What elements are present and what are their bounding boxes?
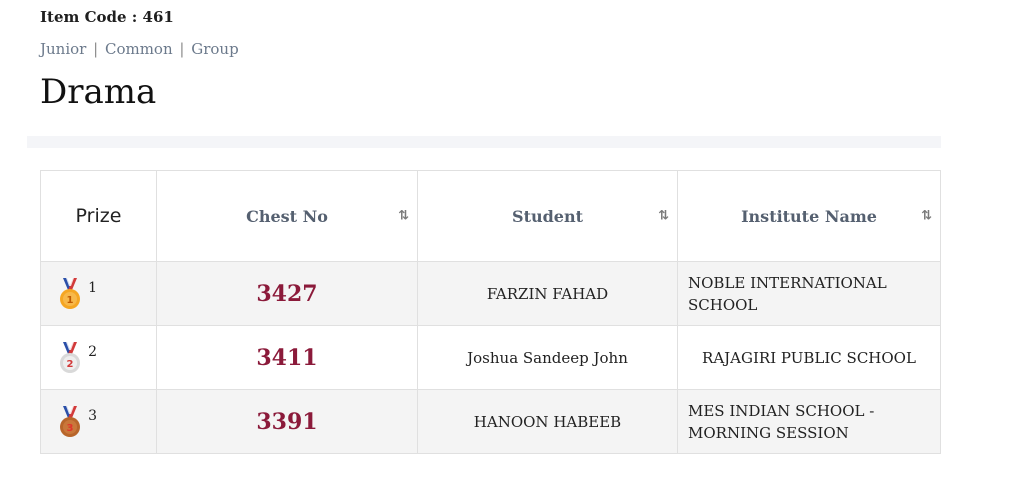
sort-icon[interactable]: ⇅ [658, 208, 667, 224]
breadcrumb [40, 40, 239, 58]
crumb-common[interactable]: Common [104, 40, 173, 58]
column-header-institute[interactable] [678, 171, 941, 262]
table-header-row [41, 171, 941, 262]
sort-icon[interactable]: ⇅ [921, 208, 930, 224]
chest-no-cell: 3411 [157, 326, 418, 390]
sort-icon[interactable]: ⇅ [398, 208, 407, 224]
crumb-group[interactable]: Group [191, 40, 239, 58]
results-table [40, 170, 941, 454]
column-header-label: Student [512, 206, 583, 226]
institute-cell: MES INDIAN SCHOOL - MORNING SESSION [678, 390, 941, 454]
gold-medal-icon [59, 278, 81, 310]
crumb-junior[interactable]: Junior [40, 40, 87, 58]
svg-text:2: 2 [66, 358, 74, 370]
chest-no-cell: 3427 [157, 262, 418, 326]
column-header-student[interactable] [418, 171, 678, 262]
column-header-label: Institute Name [741, 206, 877, 226]
table-row [41, 326, 941, 390]
rank-label: 2 [88, 343, 98, 360]
rank-label: 3 [88, 407, 98, 424]
rank-label: 1 [88, 279, 98, 296]
column-header-label: Chest No [246, 206, 328, 226]
prize-cell [41, 326, 157, 390]
prize-cell [41, 262, 157, 326]
item-code: Item Code : 461 [40, 8, 174, 26]
student-cell: Joshua Sandeep John [418, 326, 678, 390]
institute-cell: NOBLE INTERNATIONAL SCHOOL [678, 262, 941, 326]
crumb-separator: | [93, 40, 99, 58]
page-title: Drama [40, 72, 157, 112]
table-row [41, 390, 941, 454]
bronze-medal-icon [59, 406, 81, 438]
student-cell: HANOON HABEEB [418, 390, 678, 454]
divider-band [27, 136, 941, 148]
svg-text:1: 1 [66, 294, 74, 306]
silver-medal-icon [59, 342, 81, 374]
crumb-separator: | [179, 40, 185, 58]
svg-text:3: 3 [66, 422, 74, 434]
column-header-prize: Prize [41, 171, 157, 262]
student-cell: FARZIN FAHAD [418, 262, 678, 326]
institute-cell: RAJAGIRI PUBLIC SCHOOL [678, 326, 941, 390]
table-row [41, 262, 941, 326]
chest-no-cell: 3391 [157, 390, 418, 454]
prize-cell [41, 390, 157, 454]
column-header-chest-no[interactable] [157, 171, 418, 262]
